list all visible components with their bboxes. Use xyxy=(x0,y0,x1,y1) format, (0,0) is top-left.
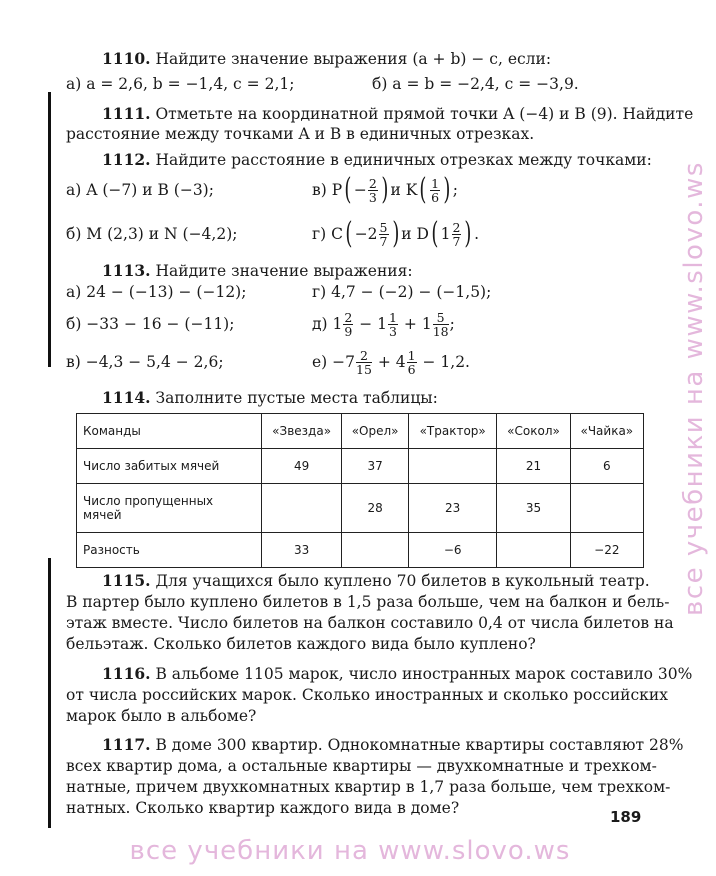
problem-1116-statement xyxy=(102,664,692,684)
operator: + 4 xyxy=(372,353,406,371)
denominator: 15 xyxy=(356,361,372,377)
left-paren: ( xyxy=(344,172,352,207)
numerator: 2 xyxy=(356,349,372,363)
problem-1116-line: от числа российских марок. Сколько иностранных и сколько российских xyxy=(66,686,668,704)
table-header-row xyxy=(77,414,644,449)
table-cell xyxy=(262,484,342,533)
integer-part: −2 xyxy=(354,225,378,243)
operator: + 1 xyxy=(399,315,432,333)
problem-1111-line: Отметьте на координатной прямой точки A (−4) и B (9). Найдите xyxy=(150,105,694,123)
table-row xyxy=(77,449,644,484)
table-cell: 49 xyxy=(262,449,342,484)
problem-1112-v xyxy=(312,166,458,214)
problem-1113-text: Найдите значение выражения: xyxy=(150,262,413,280)
table-cell xyxy=(342,533,409,568)
table-cell xyxy=(497,533,570,568)
numerator: 2 xyxy=(344,309,353,325)
table-cell: 6 xyxy=(570,449,643,484)
problem-1110-b: б) a = b = −2,4, c = −3,9. xyxy=(372,75,579,93)
problem-1112-v-label: в) P xyxy=(312,181,343,199)
numerator: 2 xyxy=(368,175,377,191)
fraction xyxy=(433,311,449,338)
table-header-cell: «Орел» xyxy=(342,414,409,449)
problem-1112-a: а) A (−7) и B (−3); xyxy=(66,181,214,199)
problem-1113-b: б) −33 − 16 − (−11); xyxy=(66,315,235,333)
right-paren: ) xyxy=(443,172,451,207)
integer-part: 1 xyxy=(440,225,451,243)
problem-1115-line: бельэтаж. Сколько билетов каждого вида было куплено? xyxy=(66,635,536,653)
denominator: 7 xyxy=(379,233,388,249)
problem-1114-number: 1114. xyxy=(102,388,151,407)
problem-1113-statement xyxy=(102,261,413,281)
numerator: 1 xyxy=(389,309,397,325)
problem-1115-line: этаж вместе. Число билетов на балкон составило 0,4 от числа билетов на xyxy=(66,614,674,632)
denominator: 3 xyxy=(368,189,377,205)
table-cell: 37 xyxy=(342,449,409,484)
problem-1115-number: 1115. xyxy=(102,571,151,590)
table-cell: 28 xyxy=(342,484,409,533)
table-cell: 35 xyxy=(497,484,570,533)
problem-1114-statement xyxy=(102,388,438,408)
table-cell: 21 xyxy=(497,449,570,484)
fraction xyxy=(407,349,417,376)
table-row xyxy=(77,533,644,568)
table-cell: 33 xyxy=(262,533,342,568)
right-paren: ) xyxy=(381,172,389,207)
watermark-vertical xyxy=(666,36,716,636)
page-number: 189 xyxy=(610,808,642,826)
minus-sign: − xyxy=(353,181,367,199)
fraction xyxy=(388,311,398,338)
mixed-number-integer: д) 1 xyxy=(312,315,343,333)
svg-text:все учебники на www.slovo.ws: все учебники на www.slovo.ws xyxy=(679,161,709,616)
problem-1110-a: а) a = 2,6, b = −1,4, c = 2,1; xyxy=(66,75,295,93)
fraction xyxy=(343,311,353,338)
problem-1112-g-label: г) C xyxy=(312,225,343,243)
problem-1113-number: 1113. xyxy=(102,261,151,280)
right-paren: ) xyxy=(391,216,399,251)
problem-1110-number: 1110. xyxy=(102,49,151,68)
problem-1112-text: Найдите расстояние в единичных отрезках между точками: xyxy=(150,151,652,169)
problem-1116-line: В альбоме 1105 марок, число иностранных марок составило 30% xyxy=(150,665,693,683)
problem-1115-line: В партер было куплено билетов в 1,5 раза больше, чем на балкон и бель- xyxy=(66,593,670,611)
table-cell: −6 xyxy=(408,533,496,568)
problem-1111-number: 1111. xyxy=(102,104,151,123)
margin-bar xyxy=(48,558,51,828)
denominator: 18 xyxy=(432,323,449,339)
problem-1117-line: всех квартир дома, а остальные квартиры — двухкомнатные и трехком- xyxy=(66,757,657,775)
operator: − 1 xyxy=(354,315,388,333)
numerator: 1 xyxy=(431,175,440,191)
numerator: 2 xyxy=(452,219,461,235)
problem-1117-line: В доме 300 квартир. Однокомнатные квартиры составляют 28% xyxy=(150,736,684,754)
expression-tail: − 1,2. xyxy=(417,353,470,371)
problem-1112-b: б) M (2,3) и N (−4,2); xyxy=(66,225,238,243)
problem-1111-line: расстояние между точками A и B в единичных отрезках. xyxy=(66,125,535,143)
table-cell xyxy=(570,484,643,533)
teams-table xyxy=(76,413,644,568)
watermark-bottom: все учебники на www.slovo.ws xyxy=(129,836,571,866)
denominator: 6 xyxy=(407,361,416,377)
table-row xyxy=(77,484,644,533)
table-row-label: Число забитых мячей xyxy=(77,449,262,484)
margin-bar xyxy=(48,92,51,367)
left-paren: ( xyxy=(345,216,353,251)
table-cell: 23 xyxy=(408,484,496,533)
table-row-label: Разность xyxy=(77,533,262,568)
punctuation: ; xyxy=(449,315,455,333)
table-cell xyxy=(408,449,496,484)
problem-1113-g: г) 4,7 − (−2) − (−1,5); xyxy=(312,283,492,301)
denominator: 6 xyxy=(431,189,440,205)
problem-1110-statement xyxy=(102,49,551,69)
problem-1112-v-mid: и K xyxy=(390,181,418,199)
table-cell: −22 xyxy=(570,533,643,568)
problem-1112-g-mid: и D xyxy=(401,225,429,243)
problem-1113-v: в) −4,3 − 5,4 − 2,6; xyxy=(66,353,224,371)
fraction xyxy=(452,221,462,248)
problem-1117-number: 1117. xyxy=(102,735,151,754)
denominator: 7 xyxy=(452,233,461,249)
problem-1115-statement xyxy=(102,571,650,591)
table-header-cell: «Чайка» xyxy=(570,414,643,449)
problem-1116-number: 1116. xyxy=(102,664,151,683)
table-header-cell: «Трактор» xyxy=(408,414,496,449)
problem-1112-number: 1112. xyxy=(102,150,151,169)
left-paren: ( xyxy=(431,216,439,251)
problem-1114-text: Заполните пустые места таблицы: xyxy=(150,389,438,407)
numerator: 5 xyxy=(379,219,388,235)
problem-1112-g xyxy=(312,210,479,258)
problem-1115-line: Для учащихся было куплено 70 билетов в кукольный театр. xyxy=(150,572,650,590)
mixed-number-integer: е) −7 xyxy=(312,353,355,371)
table-header-cell: Команды xyxy=(77,414,262,449)
fraction xyxy=(368,177,378,204)
problem-1117-line: натные, причем двухкомнатных квартир в 1,7 раза больше, чем трехком- xyxy=(66,778,671,796)
punctuation: . xyxy=(474,225,480,243)
table-header-cell: «Сокол» xyxy=(497,414,570,449)
problem-1117-statement xyxy=(102,735,683,755)
problem-1110-text: Найдите значение выражения (a + b) − c, если: xyxy=(150,50,552,68)
problem-1117-line: натных. Сколько квартир каждого вида в доме? xyxy=(66,799,460,817)
problem-1116-line: марок было в альбоме? xyxy=(66,707,257,725)
numerator: 1 xyxy=(407,347,416,363)
denominator: 9 xyxy=(344,323,353,339)
problem-1113-e xyxy=(312,340,470,384)
numerator: 5 xyxy=(433,311,449,325)
fraction xyxy=(356,349,372,376)
table-header-cell: «Звезда» xyxy=(262,414,342,449)
fraction xyxy=(379,221,389,248)
problem-1113-a: а) 24 − (−13) − (−12); xyxy=(66,283,247,301)
table-row-label: Число пропущенных мячей xyxy=(77,484,262,533)
punctuation: ; xyxy=(452,181,458,199)
right-paren: ) xyxy=(464,216,472,251)
denominator: 3 xyxy=(389,323,397,339)
left-paren: ( xyxy=(419,172,427,207)
problem-1111-statement xyxy=(102,104,693,124)
fraction xyxy=(430,177,440,204)
